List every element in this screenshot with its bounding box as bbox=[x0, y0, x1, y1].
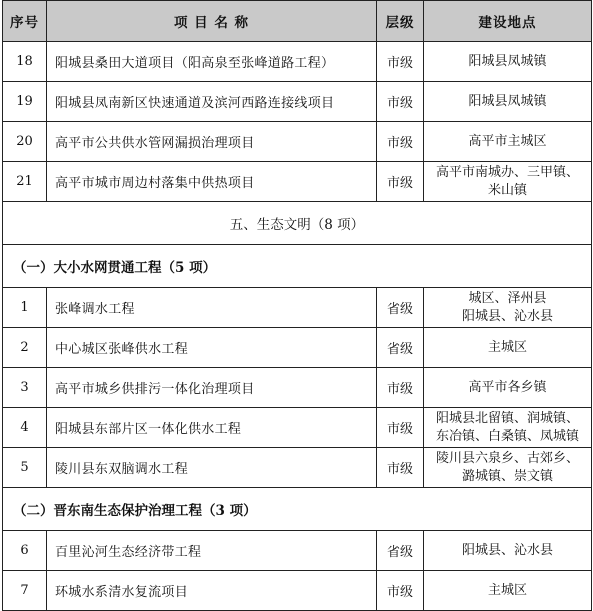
row-no: 6 bbox=[3, 531, 47, 571]
row-name: 中心城区张峰供水工程 bbox=[47, 328, 377, 368]
table-row bbox=[3, 328, 592, 368]
subsection-title: （二）晋东南生态保护治理工程（3 项） bbox=[3, 488, 592, 531]
row-level: 市级 bbox=[377, 122, 424, 162]
row-level: 省级 bbox=[377, 288, 424, 328]
row-level: 市级 bbox=[377, 571, 424, 611]
row-name: 陵川县东双脑调水工程 bbox=[47, 448, 377, 488]
row-level: 市级 bbox=[377, 368, 424, 408]
row-name: 阳城县凤南新区快速通道及滨河西路连接线项目 bbox=[47, 82, 377, 122]
row-name: 高平市城乡供排污一体化治理项目 bbox=[47, 368, 377, 408]
row-location: 阳城县凤城镇 bbox=[424, 82, 592, 122]
row-no: 5 bbox=[3, 448, 47, 488]
row-name: 张峰调水工程 bbox=[47, 288, 377, 328]
table-row bbox=[3, 408, 592, 448]
row-location: 阳城县凤城镇 bbox=[424, 42, 592, 82]
row-location: 主城区 bbox=[424, 571, 592, 611]
table-row bbox=[3, 571, 592, 611]
row-name: 高平市城市周边村落集中供热项目 bbox=[47, 162, 377, 202]
row-location: 主城区 bbox=[424, 328, 592, 368]
project-table bbox=[2, 0, 592, 611]
row-no: 2 bbox=[3, 328, 47, 368]
row-name: 百里沁河生态经济带工程 bbox=[47, 531, 377, 571]
table-row bbox=[3, 162, 592, 202]
row-location: 高平市南城办、三甲镇、 米山镇 bbox=[424, 162, 592, 202]
subsection-row bbox=[3, 245, 592, 288]
subsection-row bbox=[3, 488, 592, 531]
table-row bbox=[3, 288, 592, 328]
row-level: 省级 bbox=[377, 531, 424, 571]
row-name: 阳城县桑田大道项目（阳高泉至张峰道路工程） bbox=[47, 42, 377, 82]
row-level: 市级 bbox=[377, 82, 424, 122]
table-row bbox=[3, 531, 592, 571]
row-location: 阳城县、沁水县 bbox=[424, 531, 592, 571]
table-row bbox=[3, 448, 592, 488]
row-no: 18 bbox=[3, 42, 47, 82]
row-no: 1 bbox=[3, 288, 47, 328]
row-level: 省级 bbox=[377, 328, 424, 368]
row-level: 市级 bbox=[377, 408, 424, 448]
row-no: 4 bbox=[3, 408, 47, 448]
table-row bbox=[3, 368, 592, 408]
section-row bbox=[3, 202, 592, 245]
section-title: 五、生态文明（8 项） bbox=[3, 202, 592, 245]
row-no: 21 bbox=[3, 162, 47, 202]
row-location: 城区、泽州县 阳城县、沁水县 bbox=[424, 288, 592, 328]
row-name: 阳城县东部片区一体化供水工程 bbox=[47, 408, 377, 448]
row-name: 高平市公共供水管网漏损治理项目 bbox=[47, 122, 377, 162]
header-no: 序号 bbox=[3, 1, 47, 42]
row-no: 19 bbox=[3, 82, 47, 122]
header-name: 项 目 名 称 bbox=[47, 1, 377, 42]
table-row bbox=[3, 42, 592, 82]
row-no: 7 bbox=[3, 571, 47, 611]
row-no: 20 bbox=[3, 122, 47, 162]
row-location: 高平市各乡镇 bbox=[424, 368, 592, 408]
table-row bbox=[3, 122, 592, 162]
row-no: 3 bbox=[3, 368, 47, 408]
row-location: 高平市主城区 bbox=[424, 122, 592, 162]
row-location: 陵川县六泉乡、古郊乡、 潞城镇、崇文镇 bbox=[424, 448, 592, 488]
row-level: 市级 bbox=[377, 42, 424, 82]
table-header-row bbox=[3, 1, 592, 42]
table-row bbox=[3, 82, 592, 122]
row-location: 阳城县北留镇、润城镇、 东冶镇、白桑镇、凤城镇 bbox=[424, 408, 592, 448]
header-level: 层级 bbox=[377, 1, 424, 42]
subsection-title: （一）大小水网贯通工程（5 项） bbox=[3, 245, 592, 288]
row-level: 市级 bbox=[377, 162, 424, 202]
row-level: 市级 bbox=[377, 448, 424, 488]
header-location: 建设地点 bbox=[424, 1, 592, 42]
row-name: 环城水系清水复流项目 bbox=[47, 571, 377, 611]
